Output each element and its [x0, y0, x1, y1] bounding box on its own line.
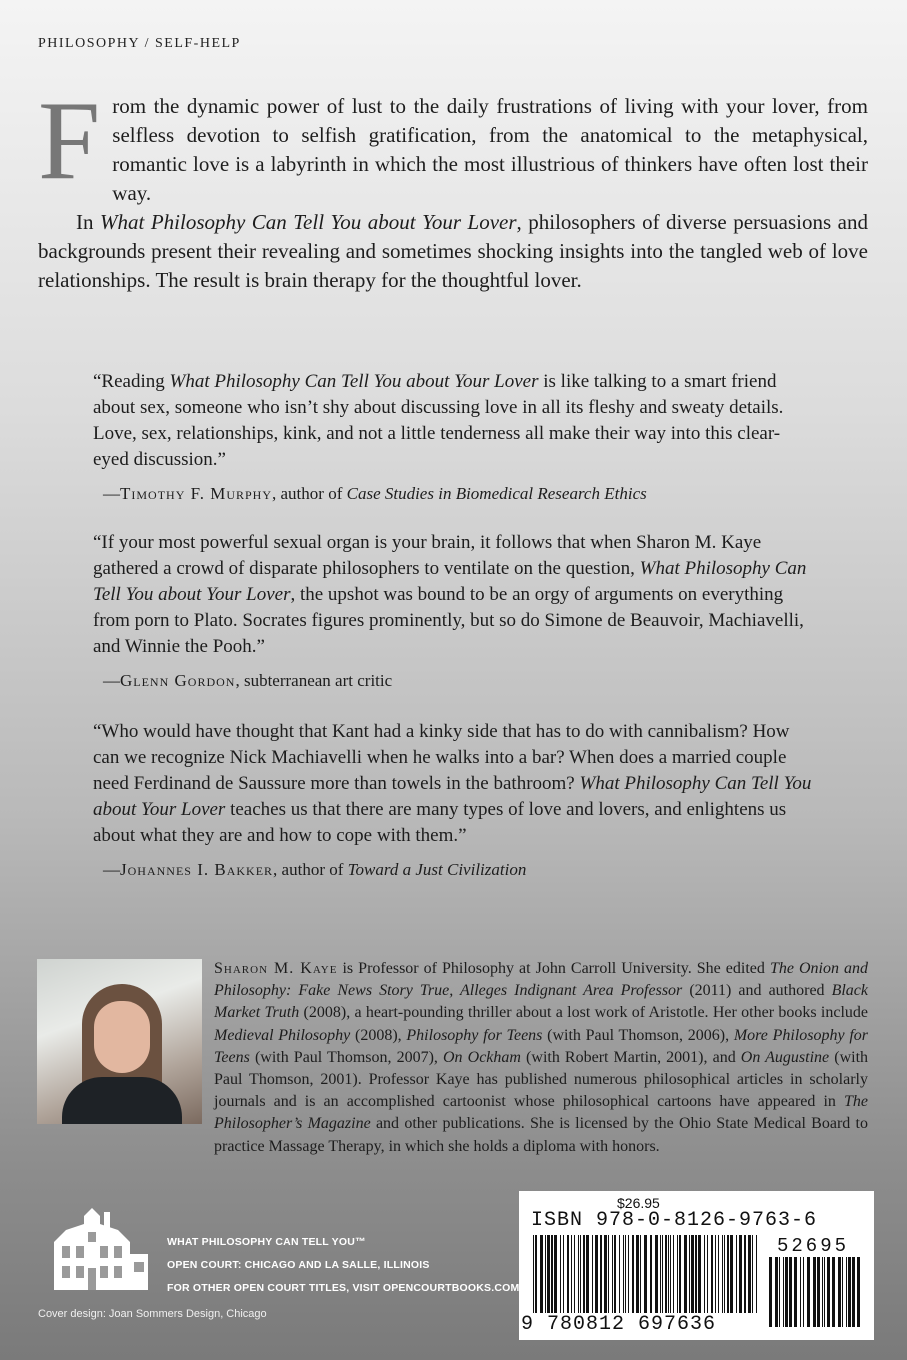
- barcode-bar: [670, 1235, 671, 1313]
- barcode-bar: [673, 1235, 674, 1313]
- open-court-house-logo: [44, 1202, 154, 1292]
- barcode-bar: [832, 1257, 835, 1327]
- barcode-bar: [715, 1235, 716, 1313]
- barcode-bar: [722, 1235, 723, 1313]
- barcode-bar: [785, 1257, 788, 1327]
- barcode-bar: [547, 1235, 550, 1313]
- barcode-bar: [595, 1235, 598, 1313]
- barcode-bar: [625, 1235, 626, 1313]
- endorsement-text: “Who would have thought that Kant had a kinky side that has to do with cannibalism? How can we recognize Nick Machiavelli when he walks into a bar? When does a married couple need Ferdinand de Saussure more than towels in the bathroom? What Philosophy Can Tell You about Your Lover teaches us that there are many types of love and lovers, and enlightens us about what they are and how to cope with them.”: [93, 721, 812, 846]
- cover-design-credit: Cover design: Joan Sommers Design, Chicago: [38, 1308, 267, 1320]
- barcode-bar: [807, 1257, 810, 1327]
- barcode-bar: [660, 1235, 661, 1313]
- barcode-bar: [789, 1257, 792, 1327]
- barcode-bar: [822, 1257, 823, 1327]
- endorsement-2: [93, 530, 813, 694]
- book-title: What Philosophy Can Tell You about Your Lover: [100, 210, 517, 234]
- barcode-bar: [707, 1235, 708, 1313]
- series-name: WHAT PHILOSOPHY CAN TELL YOU™: [167, 1236, 366, 1248]
- barcode-bar: [857, 1257, 860, 1327]
- barcode-bar: [640, 1235, 641, 1313]
- barcode-bar: [813, 1257, 816, 1327]
- publisher-imprint: OPEN COURT: CHICAGO AND LA SALLE, ILLINOIS: [167, 1259, 430, 1271]
- barcode-bar: [632, 1235, 634, 1313]
- barcode-bar: [695, 1235, 697, 1313]
- barcode-panel: [519, 1191, 874, 1340]
- barcode-bar: [689, 1235, 690, 1313]
- price-addon-barcode: [769, 1257, 865, 1327]
- barcode-bar: [614, 1235, 616, 1313]
- barcode-bar: [803, 1257, 804, 1327]
- barcode-bar: [554, 1235, 557, 1313]
- barcode-bar: [736, 1235, 737, 1313]
- endorsement-1: [93, 369, 813, 507]
- barcode-bar: [846, 1257, 847, 1327]
- barcode-bar: [691, 1235, 694, 1313]
- barcode-bar: [668, 1235, 669, 1313]
- barcode-bar: [684, 1235, 687, 1313]
- barcode-bar: [698, 1235, 701, 1313]
- endorsement-text: “If your most powerful sexual organ is your brain, it follows that when Sharon M. Kaye gathered a crowd of disparate philosophers to ventilate on the question, What Philosophy Can Tell You about Your Lover, the upshot was bound to be an orgy of arguments on everything from porn to Plato. Socrates figures prominently, but so do Simone de Beauvoir, Machiavelli, and Winnie the Pooh.”: [93, 532, 807, 657]
- price-label: $26.95: [617, 1195, 660, 1211]
- barcode-bar: [679, 1235, 681, 1313]
- barcode-bar: [800, 1257, 801, 1327]
- barcode-bar: [535, 1235, 537, 1313]
- barcode-bar: [592, 1235, 593, 1313]
- barcode-bar: [852, 1257, 855, 1327]
- barcode-bar: [650, 1235, 652, 1313]
- barcode-bar: [704, 1235, 705, 1313]
- publisher-info: [167, 1231, 519, 1300]
- barcode-bar: [730, 1235, 733, 1313]
- barcode-bar: [817, 1257, 820, 1327]
- barcode-bar: [540, 1235, 543, 1313]
- barcode-bar: [619, 1235, 620, 1313]
- barcode-bar: [533, 1235, 534, 1313]
- barcode-bar: [718, 1235, 719, 1313]
- barcode-bar: [583, 1235, 585, 1313]
- barcode-bar: [779, 1257, 780, 1327]
- author-name: Sharon M. Kaye: [214, 960, 338, 977]
- barcode-bar: [783, 1257, 784, 1327]
- drop-cap: F: [38, 79, 101, 203]
- barcode-bar: [794, 1257, 797, 1327]
- barcode-bar: [827, 1257, 830, 1327]
- barcode-bar: [612, 1235, 613, 1313]
- barcode-bar: [662, 1235, 663, 1313]
- barcode-bar: [580, 1235, 581, 1313]
- barcode-bar: [665, 1235, 667, 1313]
- intro-blurb: [38, 79, 868, 295]
- barcode-bar: [560, 1235, 561, 1313]
- barcode-bar: [752, 1235, 753, 1313]
- barcode-bar: [600, 1235, 602, 1313]
- publisher-website: FOR OTHER OPEN COURT TITLES, VISIT OPENCOURTBOOKS.COM: [167, 1282, 520, 1294]
- price-addon-number: 52695: [777, 1235, 850, 1257]
- barcode-bar: [608, 1235, 609, 1313]
- barcode-bar: [574, 1235, 575, 1313]
- endorsement-attribution: —Glenn Gordon, subterranean art critic: [103, 671, 393, 690]
- barcode-bar: [739, 1235, 742, 1313]
- barcode-bar: [628, 1235, 629, 1313]
- barcode-bar: [604, 1235, 607, 1313]
- barcode-bar: [842, 1257, 843, 1327]
- intro-paragraph-2: In What Philosophy Can Tell You about Your Lover, philosophers of diverse persuasions and backgrounds present their revealing and sometimes shocking insights into the tangled web of love relationships. The result is brain therapy for the thoughtful lover.: [38, 210, 868, 292]
- endorsement-3: [93, 719, 813, 883]
- barcode-bar: [775, 1257, 778, 1327]
- barcode-bar: [756, 1235, 757, 1313]
- barcode-bar: [727, 1235, 729, 1313]
- endorsement-attribution: —Timothy F. Murphy, author of Case Studies in Biomedical Research Ethics: [103, 484, 647, 503]
- barcode-bar: [563, 1235, 564, 1313]
- barcode-bar: [711, 1235, 713, 1313]
- barcode-bar: [571, 1235, 572, 1313]
- barcode-bar: [551, 1235, 553, 1313]
- author-bio: Sharon M. Kaye is Professor of Philosophy at John Carroll University. She edited The Onion and Philosophy: Fake News Story True, Alleges Indignant Area Professor (2011) and authored Black Market Truth (2008), a heart-pounding thriller about a lost work of Aristotle. Her other books include Medieval Philosophy (2008), Philosophy for Teens (with Paul Thomson, 2006), More Philosophy for Teens (with Paul Thomson, 2007), On Ockham (with Robert Martin, 2001), and On Augustine (with Paul Thomson, 2001). Professor Kaye has published numerous philosophical articles in scholarly journals and is an accomplished cartoonist whose philosophical cartoons have appeared in The Philosopher’s Magazine and other publications. She is licensed by the Ohio State Medical Board to practice Massage Therapy, in which she holds a diploma with honors.: [214, 960, 869, 1155]
- ean-barcode: [533, 1235, 759, 1313]
- barcode-bar: [744, 1235, 746, 1313]
- barcode-bar: [677, 1235, 678, 1313]
- barcode-bar: [623, 1235, 624, 1313]
- endorsement-text: “Reading What Philosophy Can Tell You about Your Lover is like talking to a smart friend about sex, someone who isn’t shy about discussing love in all its fleshy and sweaty details. Love, sex, relationships, kink, and not a little tenderness all make their way into this clear-eyed discussion.”: [93, 371, 784, 470]
- endorsement-attribution: —Johannes I. Bakker, author of Toward a Just Civilization: [103, 860, 527, 879]
- barcode-bar: [636, 1235, 639, 1313]
- isbn-label: ISBN 978-0-8126-9763-6: [531, 1209, 818, 1232]
- barcode-bar: [545, 1235, 546, 1313]
- barcode-bar: [824, 1257, 825, 1327]
- barcode-bar: [769, 1257, 772, 1327]
- category-label: PHILOSOPHY / SELF-HELP: [38, 36, 241, 51]
- barcode-bar: [848, 1257, 851, 1327]
- barcode-bar: [655, 1235, 658, 1313]
- barcode-bar: [748, 1235, 751, 1313]
- barcode-bar: [724, 1235, 725, 1313]
- intro-paragraph-1: From the dynamic power of lust to the daily frustrations of living with your lover, from selfless devotion to selfish gratification, from the anatomical to the metaphysical, romantic love is a labyrinth in which the most illustrious of thinkers have often lost their way.: [38, 79, 868, 205]
- barcode-bar: [567, 1235, 569, 1313]
- barcode-bar: [838, 1257, 841, 1327]
- barcode-bar: [586, 1235, 589, 1313]
- barcode-bar: [578, 1235, 579, 1313]
- barcode-bar: [644, 1235, 647, 1313]
- ean-number: 9 780812 697636: [521, 1313, 717, 1336]
